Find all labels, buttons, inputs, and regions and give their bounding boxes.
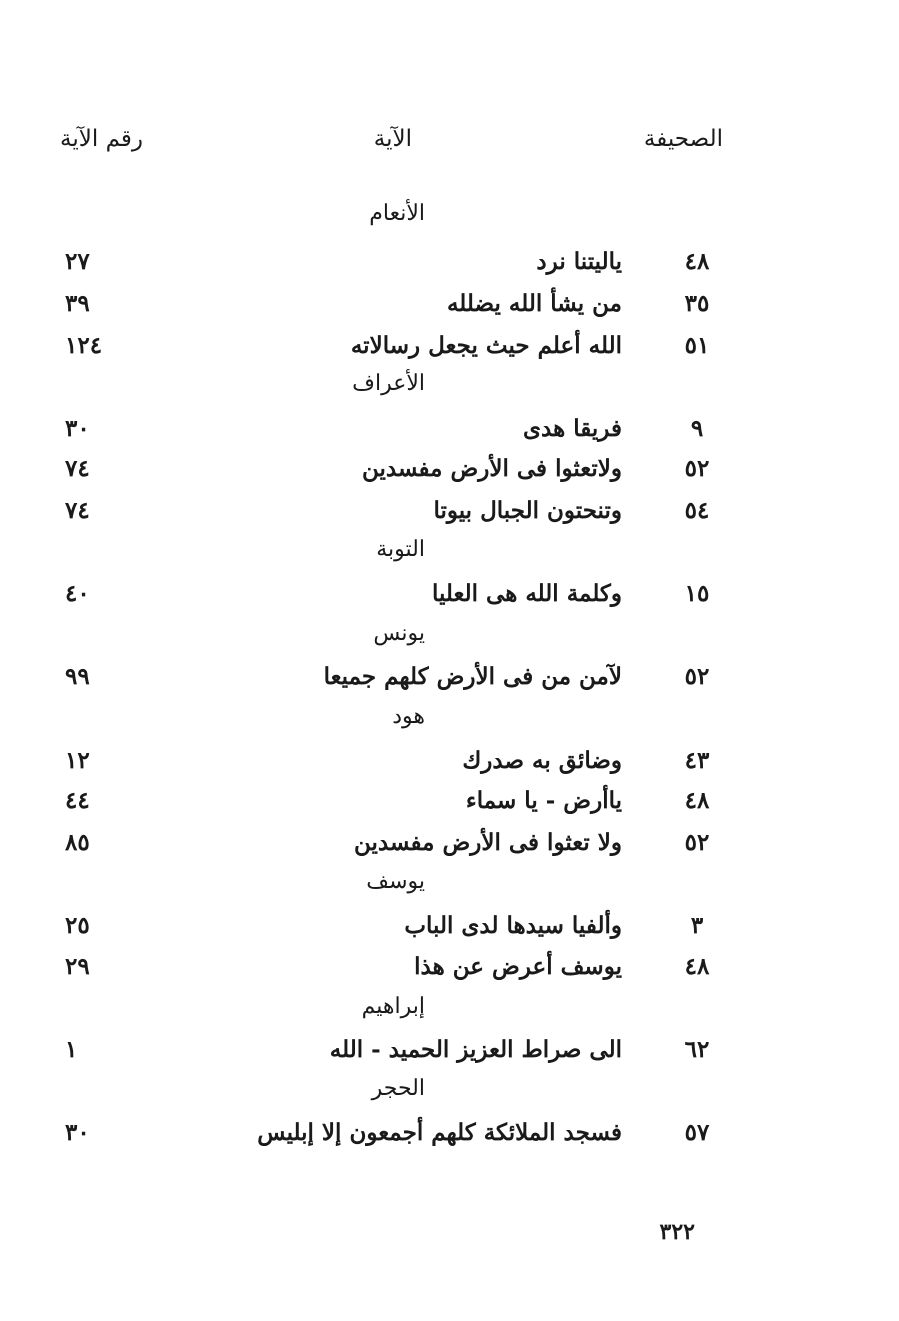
table-row [0,1119,899,1159]
table-row [0,248,899,288]
row-verse-number: ٢٧ [65,248,90,275]
row-page: ٥٢ [684,663,710,690]
surah-name: الحجر [371,1076,425,1101]
row-verse: الله أعلم حيث يجعل رسالاته [350,332,622,359]
header-verse: الآية [373,126,412,152]
row-page: ١٥ [684,580,710,607]
header-verse-number: رقم الآية [60,126,143,152]
row-page: ٥٧ [684,1119,710,1146]
row-verse: ياليتنا نرد [536,248,622,275]
table-row [0,829,899,869]
row-verse-number: ٤٤ [65,787,90,814]
row-page: ٩ [690,415,704,442]
table-row [0,663,899,703]
row-verse: ياأرض - يا سماء [465,787,622,814]
table-row [0,912,899,952]
row-verse-number: ٧٤ [65,455,90,482]
row-verse-number: ٩٩ [65,663,90,690]
row-verse: لآمن من فى الأرض كلهم جميعا [323,663,622,690]
surah-name: يونس [373,621,425,646]
row-verse-number: ٢٥ [65,912,90,939]
row-page: ٣ [690,912,704,939]
row-verse: يوسف أعرض عن هذا [414,953,622,980]
row-verse-number: ٨٥ [65,829,90,856]
row-verse-number: ٢٩ [65,953,90,980]
header-page: الصحيفة [643,126,723,152]
row-verse: ولا تعثوا فى الأرض مفسدين [353,829,622,856]
row-verse-number: ١٢٤ [65,332,103,359]
surah-name: إبراهيم [361,994,425,1019]
row-verse: وضائق به صدرك [462,747,622,774]
surah-name: التوبة [376,537,425,562]
row-page: ٤٨ [684,953,710,980]
row-verse-number: ٣٩ [65,290,90,317]
row-page: ٤٨ [684,787,710,814]
row-verse: وتنحتون الجبال بيوتا [433,497,622,524]
row-page: ٣٥ [684,290,710,317]
surah-name: يوسف [366,869,425,894]
row-verse-number: ٣٠ [65,415,90,442]
page-number: ٣٢٢ [659,1219,695,1245]
section-heading [0,371,899,411]
row-page: ٥٤ [684,497,710,524]
section-heading [0,201,899,241]
row-verse: الى صراط العزيز الحميد - الله [329,1036,622,1063]
row-page: ٦٢ [684,1036,710,1063]
row-verse-number: ٧٤ [65,497,90,524]
table-row [0,415,899,455]
section-heading [0,704,899,744]
section-heading [0,994,899,1034]
row-verse: ولاتعثوا فى الأرض مفسدين [362,455,622,482]
section-heading [0,621,899,661]
table-row [0,455,899,495]
table-row [0,290,899,330]
table-row [0,787,899,827]
row-page: ٥٢ [684,455,710,482]
section-heading [0,1076,899,1116]
table-row [0,497,899,537]
row-page: ٤٨ [684,248,710,275]
surah-name: الأنعام [369,201,425,226]
row-verse-number: ١٢ [65,747,90,774]
row-verse: من يشأ الله يضلله [446,290,622,317]
row-verse: وألفيا سيدها لدى الباب [404,912,622,939]
surah-name: هود [392,704,425,729]
row-page: ٥٢ [684,829,710,856]
table-row [0,1036,899,1076]
row-page: ٥١ [684,332,710,359]
surah-name: الأعراف [352,371,425,396]
table-row [0,580,899,620]
row-verse-number: ٤٠ [65,580,90,607]
row-verse: فريقا هدى [523,415,622,442]
section-heading [0,869,899,909]
row-verse: فسجد الملائكة كلهم أجمعون إلا إبليس [257,1119,622,1146]
row-verse-number: ١ [65,1036,78,1063]
table-row [0,332,899,372]
table-row [0,953,899,993]
row-verse-number: ٣٠ [65,1119,90,1146]
row-page: ٤٣ [684,747,710,774]
table-row [0,747,899,787]
row-verse: وكلمة الله هى العليا [431,580,622,607]
section-heading [0,537,899,577]
